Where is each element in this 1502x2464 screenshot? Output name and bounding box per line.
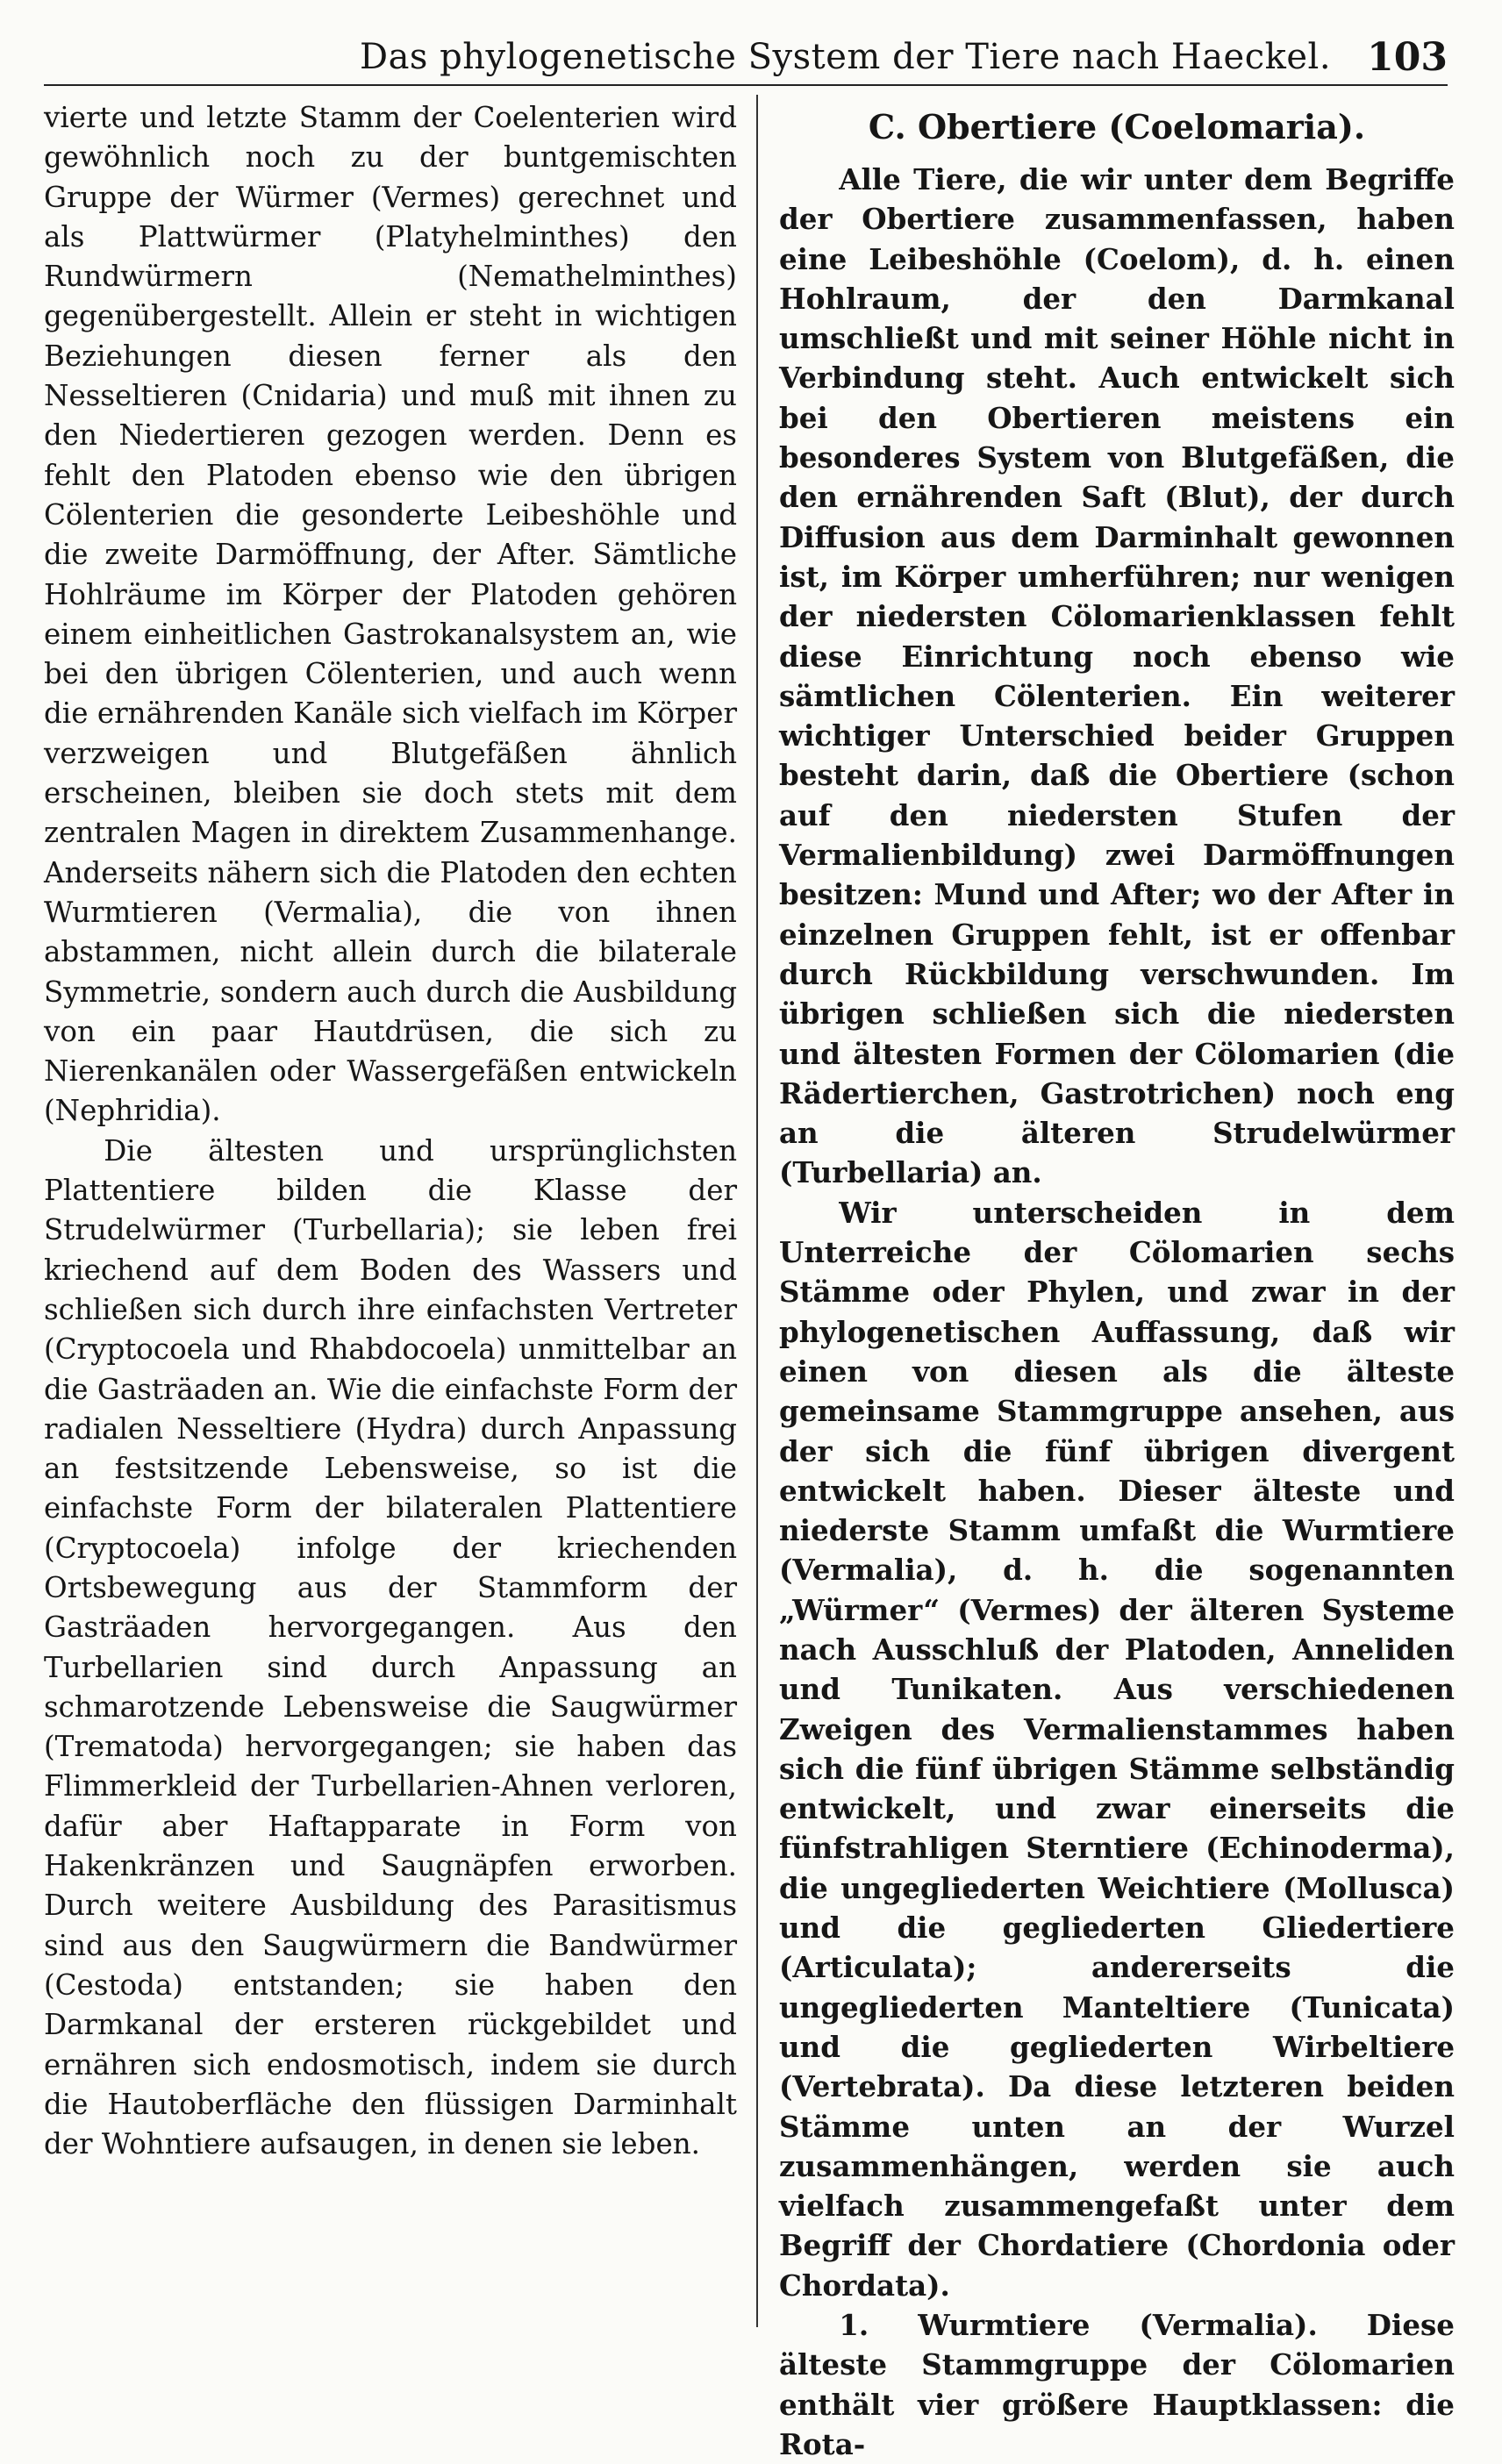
subsection-heading: Wurmtiere — [918, 2308, 1091, 2343]
subsection-number: 1. — [839, 2308, 869, 2343]
column-divider — [756, 95, 758, 2327]
right-column — [779, 98, 1455, 2461]
right-paragraph-2: Wir unterscheiden in dem Unterreiche der Cölomarien sechs Stämme oder Phylen, und zwar in der phylogenetischen Auffassung, daß wir einen von diesen als die älteste gemeinsame Stammgruppe ansehen, aus der sich die fünf übrigen divergent entwickelt haben. Dieser älteste und niederste Stamm umfaßt die Wurmtiere (Vermalia), d. h. die sogenannten „Würmer“ (Vermes) der älteren Systeme nach Ausschluß der Platoden, Anneliden und Tunikaten. Aus verschiedenen Zweigen des Vermalienstammes haben sich die fünf übrigen Stämme selbständig entwickelt, und zwar einerseits die fünfstrahligen Sterntiere (Echinoderma), die ungegliederten Weichtiere (Mollusca) und die gegliederten Gliedertiere (Articulata); andererseits die ungegliederten Manteltiere (Tunicata) und die gegliederten Wirbeltiere (Vertebrata). Da diese letzteren beiden Stämme unten an der Wurzel zusammenhängen, werden sie auch vielfach zusammengefaßt unter dem Begriff der Chordatiere (Chordonia oder Chordata). — [779, 1195, 1455, 2303]
left-column — [44, 98, 737, 2344]
subsection-paragraph — [779, 2305, 1455, 2464]
running-title: Das phylogenetische System der Tiere nach Haeckel. — [360, 37, 1332, 77]
page-header — [44, 33, 1448, 86]
page-number: 103 — [1367, 35, 1448, 80]
subsection-text: (Vermalia). Diese älteste Stammgruppe der Cölomarien enthält vier größere Hauptklassen: die Rota- — [779, 2308, 1455, 2461]
section-heading: C. Obertiere (Coelomaria). — [868, 107, 1366, 146]
left-paragraph-1: vierte und letzte Stamm der Coelenterien wird gewöhnlich noch zu der buntgemischten Gruppe der Würmer (Vermes) gerechnet und als Plattwürmer (Platyhelminthes) den Rundwürmern (Nemathelminthes) gegenübergestellt. Allein er steht in wichtigen Beziehungen diesen ferner als den Nesseltieren (Cnidaria) und muß mit ihnen zu den Niedertieren gezogen werden. Denn es fehlt den Platoden ebenso wie den übrigen Cölenterien die gesonderte Leibeshöhle und die zweite Darmöffnung, der After. Sämtliche Hohlräume im Körper der Platoden gehören einem einheitlichen Gastrokanalsystem an, wie bei den übrigen Cölenterien, und auch wenn die ernährenden Kanäle sich vielfach im Körper verzweigen und Blutgefäßen ähnlich erscheinen, bleiben sie doch stets mit dem zentralen Magen in direktem Zusammenhange. Anderseits nähern sich die Platoden den echten Wurmtieren (Vermalia), die von ihnen abstammen, nicht allein durch die bilaterale Symmetrie, sondern auch durch die Ausbildung von ein paar Hautdrüsen, die sich zu Nierenkanälen oder Wassergefäßen entwickeln (Nephridia). — [44, 101, 737, 1128]
right-paragraph-1: Alle Tiere, die wir unter dem Begriffe der Obertiere zusammenfassen, haben eine Leibeshöhle (Coelom), d. h. einen Hohlraum, der den Darmkanal umschließt und mit seiner Höhle nicht in Verbindung steht. Auch entwickelt sich bei den Obertieren meistens ein besonderes System von Blutgefäßen, die den ernährenden Saft (Blut), der durch Diffusion aus dem Darminhalt gewonnen ist, im Körper umherführen; nur wenigen der niedersten Cölomarienklassen fehlt diese Einrichtung noch ebenso wie sämtlichen Cölenterien. Ein weiterer wichtiger Unterschied beider Gruppen besteht darin, daß die Obertiere (schon auf den niedersten Stufen der Vermalienbildung) zwei Darmöffnungen besitzen: Mund und After; wo der After in einzelnen Gruppen fehlt, ist er offenbar durch Rückbildung verschwunden. Im übrigen schließen sich die niedersten und ältesten Formen der Cölomarien (die Rädertierchen, Gastrotrichen) noch eng an die älteren Strudelwürmer (Turbellaria) an. — [779, 162, 1455, 1190]
left-paragraph-2: Die ältesten und ursprünglichsten Plattentiere bilden die Klasse der Strudelwürmer (Turbellaria); sie leben frei kriechend auf dem Boden des Wassers und schließen sich durch ihre einfachsten Vertreter (Cryptocoela und Rhabdocoela) unmittelbar an die Gasträaden an. Wie die einfachste Form der radialen Nesseltiere (Hydra) durch Anpassung an festsitzende Lebensweise, so ist die einfachste Form der bilateralen Plattentiere (Cryptocoela) infolge der kriechenden Ortsbewegung aus der Stammform der Gasträaden hervorgegangen. Aus den Turbellarien sind durch Anpassung an schmarotzende Lebensweise die Saugwürmer (Trematoda) hervorgegangen; sie haben das Flimmerkleid der Turbellarien-Ahnen verloren, dafür aber Haftapparate in Form von Hakenkränzen und Saugnäpfen erworben. Durch weitere Ausbildung des Parasitismus sind aus den Saugwürmern die Bandwürmer (Cestoda) entstanden; sie haben den Darmkanal der ersteren rückgebildet und ernähren sich endosmotisch, indem sie durch die Hautoberfläche den flüssigen Darminhalt der Wohntiere aufsaugen, in denen sie leben. — [44, 1133, 737, 2161]
